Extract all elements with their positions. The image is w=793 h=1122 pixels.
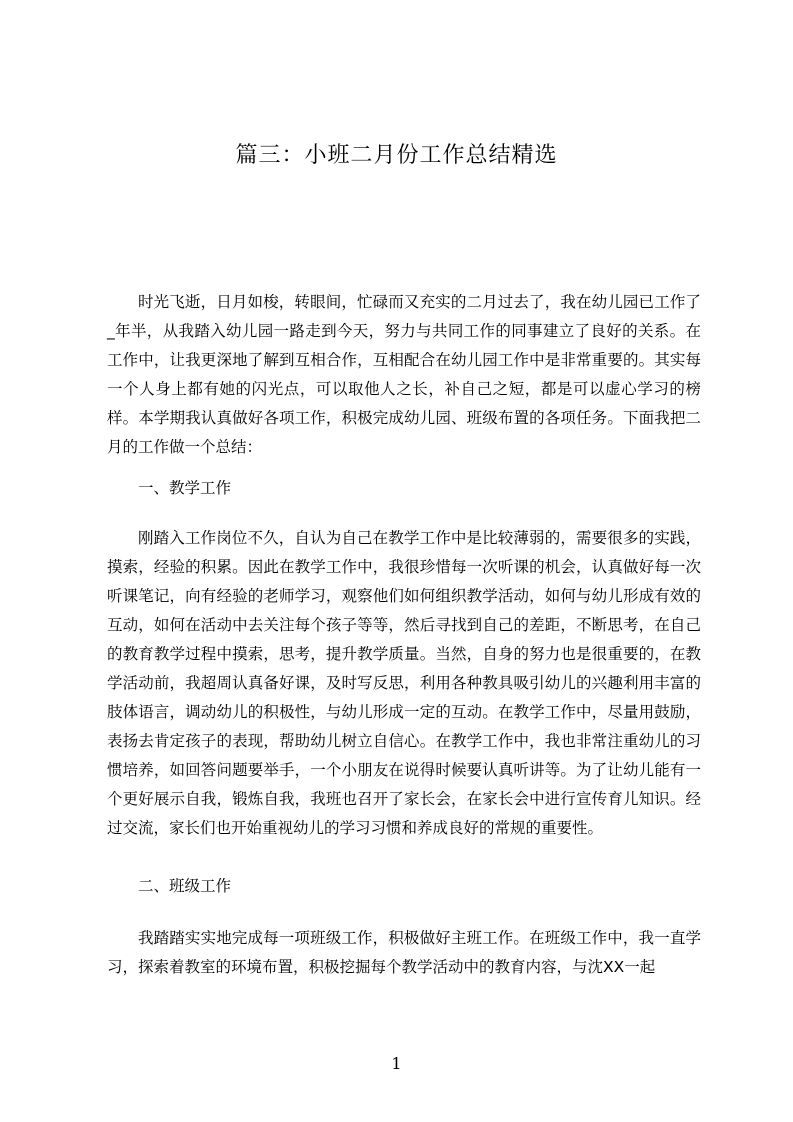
section-heading-class: 二、班级工作	[138, 877, 232, 895]
document-title: 篇三：小班二月份工作总结精选	[235, 143, 558, 168]
section-heading-teaching: 一、教学工作	[138, 479, 232, 497]
page-number: 1	[391, 1054, 402, 1073]
intro-paragraph: 时光飞逝，日月如梭，转眼间，忙碌而又充实的二月过去了，我在幼儿园已工作了_年半，从我踏入幼儿园一路走到今天，努力与共同工作的同事建立了良好的关系。在工作中，让我更深地了解到互相合作，互相配合在幼儿园工作中是非常重要的。其实每一个人身上都有她的闪光点，可以取他人之长，补自己之短，都是可以虚心学习的榜样。本学期我认真做好各项工作，积极完成幼儿园、班级布置的各项任务。下面我把二月的工作做一个总结：	[107, 293, 701, 456]
teaching-paragraph: 刚踏入工作岗位不久，自认为自己在教学工作中是比较薄弱的，需要很多的实践，摸索，经验的积累。因此在教学工作中，我很珍惜每一次听课的机会，认真做好每一次听课笔记，向有经验的老师学习，观察他们如何组织教学活动，如何与幼儿形成有效的互动，如何在活动中去关注每个孩子等等，然后寻找到自己的差距，不断思考，在自己的教育教学过程中摸索，思考，提升教学质量。当然，自身的努力也是很重要的，在教学活动前，我超周认真备好课，及时写反思，利用各种教具吸引幼儿的兴趣利用丰富的肢体语言，调动幼儿的积极性，与幼儿形成一定的互动。在教学工作中，尽量用鼓励，表扬去肯定孩子的表现，帮助幼儿树立自信心。在教学工作中，我也非常注重幼儿的习惯培养，如回答问题要举手，一个小朋友在说得时候要认真听讲等。为了让幼儿能有一个更好展示自我，锻炼自我，我班也召开了家长会，在家长会中进行宣传育儿知识。经过交流，家长们也开始重视幼儿的学习习惯和养成良好的常规的重要性。	[107, 529, 701, 837]
class-work-paragraph: 我踏踏实实地完成每一项班级工作，积极做好主班工作。在班级工作中，我一直学习，探索着教室的环境布置，积极挖掘每个教学活动中的教育内容，与沈XX一起	[107, 929, 701, 976]
